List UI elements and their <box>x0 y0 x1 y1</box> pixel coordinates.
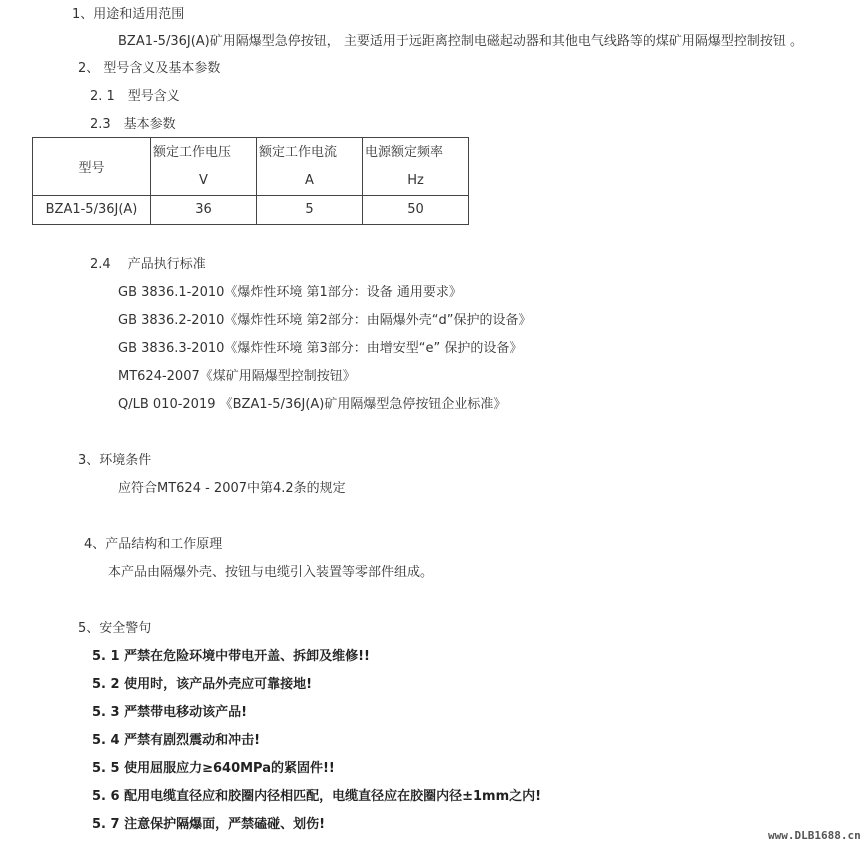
table-header-voltage-unit: V <box>199 172 208 188</box>
section-2-3-heading: 2.3 基本参数 <box>90 117 176 132</box>
warning-item: 5. 3 严禁带电移动该产品! <box>92 705 248 720</box>
warning-item: 5. 7 注意保护隔爆面，严禁磕碰、划伤! <box>92 817 326 832</box>
section-3-title: 3、环境条件 <box>78 453 152 468</box>
table-header-row <box>33 138 469 196</box>
table-header-voltage-name: 额定工作电压 <box>153 144 232 160</box>
table-header-current-name: 额定工作电流 <box>259 144 338 160</box>
table-row <box>33 196 469 225</box>
warning-item: 5. 2 使用时，该产品外壳应可靠接地! <box>92 677 313 692</box>
watermark: www.DLB1688.cn <box>768 829 861 842</box>
warning-item: 5. 6 配用电缆直径应和胶圈内径相匹配，电缆直径应在胶圈内径±1mm之内! <box>92 789 542 804</box>
standard-item: GB 3836.3-2010《爆炸性环境 第3部分：由增安型“e” 保护的设备》 <box>118 341 523 356</box>
standard-item: Q/LB 010-2019 《BZA1-5/36J(A)矿用隔爆型急停按钮企业标准》 <box>118 397 507 412</box>
section-5-title: 5、安全警句 <box>78 621 152 636</box>
section-1-body: BZA1-5/36J(A)矿用隔爆型急停按钮， 主要适用于远距离控制电磁起动器和其他电气线路等的煤矿用隔爆型控制按钮 。 <box>118 34 804 49</box>
table-header-voltage <box>151 138 257 196</box>
section-3-body: 应符合MT624 - 2007中第4.2条的规定 <box>118 481 346 496</box>
warning-item: 5. 1 严禁在危险环境中带电开盖、拆卸及维修!! <box>92 649 370 664</box>
table-cell-voltage: 36 <box>151 196 257 225</box>
table-header-current-unit: A <box>305 172 314 188</box>
section-2-1-heading: 2. 1 型号含义 <box>90 89 180 104</box>
table-header-current <box>257 138 363 196</box>
table-header-frequency-unit: Hz <box>407 172 424 188</box>
section-2-4-heading: 2.4 产品执行标准 <box>90 257 206 272</box>
table-cell-frequency: 50 <box>363 196 469 225</box>
table-cell-model: BZA1-5/36J(A) <box>33 196 151 225</box>
warning-item: 5. 4 严禁有剧烈震动和冲击! <box>92 733 261 748</box>
standard-item: GB 3836.1-2010《爆炸性环境 第1部分：设备 通用要求》 <box>118 285 462 300</box>
section-1-title: 1、用途和适用范围 <box>72 7 185 22</box>
warning-item: 5. 5 使用屈服应力≥640MPa的紧固件!! <box>92 761 335 776</box>
table-header-frequency <box>363 138 469 196</box>
standard-item: MT624-2007《煤矿用隔爆型控制按钮》 <box>118 369 356 384</box>
section-4-title: 4、产品结构和工作原理 <box>84 537 223 552</box>
section-4-body: 本产品由隔爆外壳、按钮与电缆引入装置等零部件组成。 <box>108 565 434 580</box>
table-header-frequency-name: 电源额定频率 <box>365 144 444 160</box>
table-header-model: 型号 <box>33 138 151 196</box>
parameter-table <box>32 137 469 225</box>
table-cell-current: 5 <box>257 196 363 225</box>
section-2-title: 2、 型号含义及基本参数 <box>78 61 221 76</box>
standard-item: GB 3836.2-2010《爆炸性环境 第2部分：由隔爆外壳“d”保护的设备》 <box>118 313 532 328</box>
